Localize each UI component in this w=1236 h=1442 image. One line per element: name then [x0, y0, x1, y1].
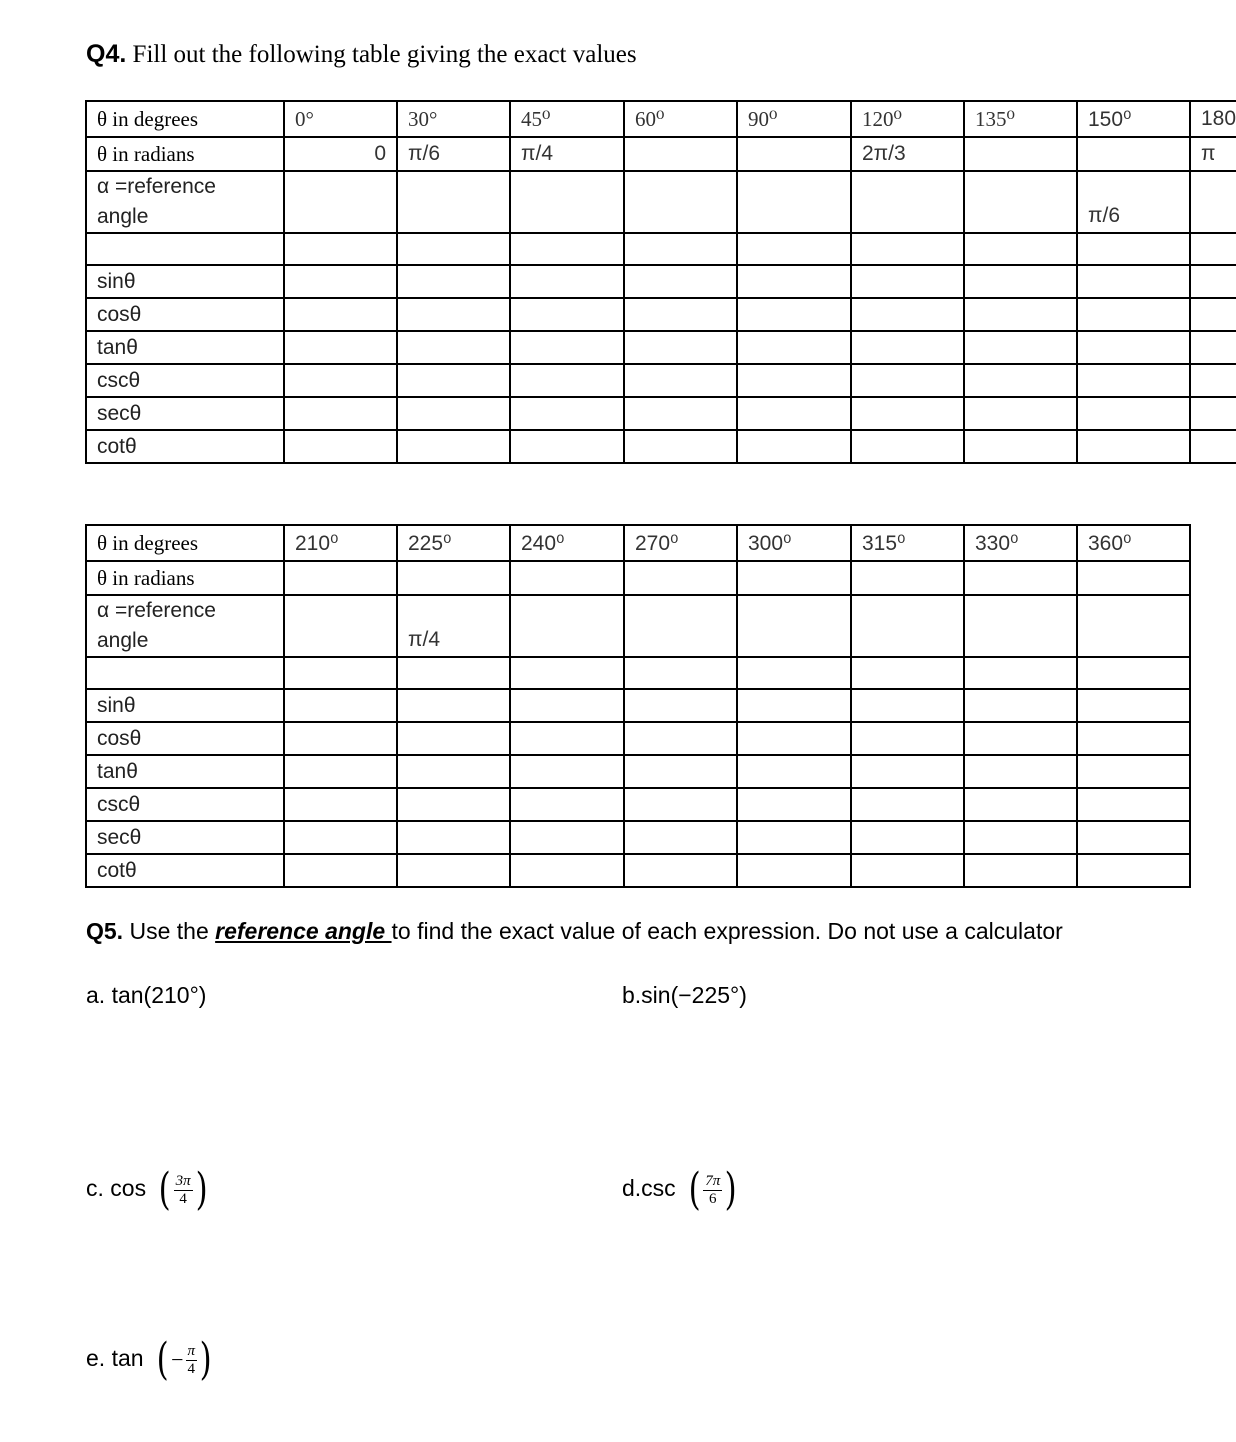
answer-cell[interactable]: [851, 689, 964, 722]
answer-cell[interactable]: [397, 331, 510, 364]
row-label-cot: cotθ: [86, 430, 284, 463]
answer-cell[interactable]: [397, 265, 510, 298]
cot-row: [86, 430, 1236, 463]
answer-cell[interactable]: [397, 689, 510, 722]
degree-cell[interactable]: 315⁰: [851, 525, 964, 561]
answer-cell[interactable]: [510, 854, 624, 887]
fraction-e: ( − $\frac{\pi}{4}$ ): [156, 1334, 212, 1385]
answer-cell[interactable]: [284, 755, 397, 788]
blank-cell[interactable]: [1077, 233, 1190, 265]
q5-emphasis: reference angle: [215, 918, 392, 944]
answer-cell[interactable]: [737, 788, 851, 821]
answer-cell[interactable]: [964, 689, 1077, 722]
answer-cell[interactable]: [964, 788, 1077, 821]
answer-cell[interactable]: [624, 364, 737, 397]
radian-cell[interactable]: [737, 561, 851, 595]
answer-cell[interactable]: [964, 397, 1077, 430]
blank-label-cell: [86, 657, 284, 689]
answer-cell[interactable]: [284, 854, 397, 887]
row-label-degrees: θ in degrees: [86, 101, 284, 137]
answer-cell[interactable]: [397, 722, 510, 755]
answer-cell[interactable]: [1077, 397, 1190, 430]
fraction-c: ( $\frac{3\pi}{4}$ ): [159, 1164, 208, 1215]
sec-row: [86, 821, 1190, 854]
row-label-reference-angle: [86, 595, 284, 657]
answer-cell[interactable]: [737, 298, 851, 331]
answer-cell[interactable]: [737, 430, 851, 463]
degree-cell[interactable]: 240⁰: [510, 525, 624, 561]
cos-row: [86, 722, 1190, 755]
radian-cell[interactable]: [1077, 561, 1190, 595]
answer-cell[interactable]: [1190, 430, 1236, 463]
q5-prefix-e: e. tan: [86, 1345, 144, 1372]
answer-cell[interactable]: [624, 755, 737, 788]
reference-cell[interactable]: [1077, 595, 1190, 657]
degree-cell[interactable]: 120⁰: [851, 101, 964, 137]
answer-cell[interactable]: [284, 298, 397, 331]
blank-cell[interactable]: [510, 657, 624, 689]
row-label-tan: tanθ: [86, 755, 284, 788]
answer-cell[interactable]: [737, 854, 851, 887]
answer-cell[interactable]: [510, 755, 624, 788]
reference-cell[interactable]: [851, 171, 964, 233]
answer-cell[interactable]: [737, 331, 851, 364]
degree-cell[interactable]: 150⁰: [1077, 101, 1190, 137]
answer-cell[interactable]: [851, 298, 964, 331]
answer-cell[interactable]: [851, 265, 964, 298]
radian-cell[interactable]: 0: [284, 137, 397, 171]
answer-cell[interactable]: [510, 430, 624, 463]
answer-cell[interactable]: [624, 689, 737, 722]
blank-cell[interactable]: [284, 233, 397, 265]
answer-cell[interactable]: [737, 821, 851, 854]
radian-cell[interactable]: [284, 561, 397, 595]
radian-cell[interactable]: [624, 137, 737, 171]
answer-cell[interactable]: [1077, 755, 1190, 788]
sin-row: [86, 689, 1190, 722]
blank-cell[interactable]: [284, 657, 397, 689]
sec-row: [86, 397, 1236, 430]
radian-cell[interactable]: [964, 137, 1077, 171]
answer-cell[interactable]: [397, 755, 510, 788]
answer-cell[interactable]: [964, 854, 1077, 887]
degrees-row: [86, 525, 1190, 561]
blank-cell[interactable]: [737, 233, 851, 265]
answer-cell[interactable]: [624, 821, 737, 854]
radian-cell[interactable]: π/4: [510, 137, 624, 171]
answer-cell[interactable]: [1077, 788, 1190, 821]
blank-cell[interactable]: [851, 657, 964, 689]
row-label-tan: tanθ: [86, 331, 284, 364]
row-label-sin: sinθ: [86, 265, 284, 298]
blank-cell[interactable]: [1077, 657, 1190, 689]
q4-number: Q4.: [86, 40, 127, 68]
radian-cell[interactable]: [397, 561, 510, 595]
radian-cell[interactable]: [737, 137, 851, 171]
reference-cell[interactable]: [624, 171, 737, 233]
radian-cell[interactable]: [510, 561, 624, 595]
q5-title: [86, 918, 1063, 945]
answer-cell[interactable]: [397, 397, 510, 430]
blank-label-cell: [86, 233, 284, 265]
answer-cell[interactable]: [851, 364, 964, 397]
degree-cell[interactable]: 60⁰: [624, 101, 737, 137]
degree-cell[interactable]: 300⁰: [737, 525, 851, 561]
csc-row: [86, 364, 1236, 397]
csc-row: [86, 788, 1190, 821]
sin-row: [86, 265, 1236, 298]
radians-row: [86, 137, 1236, 171]
row-label-degrees: θ in degrees: [86, 525, 284, 561]
answer-cell[interactable]: [737, 689, 851, 722]
reference-cell[interactable]: [964, 595, 1077, 657]
numerator-c: 3π: [175, 1172, 191, 1189]
answer-cell[interactable]: [510, 821, 624, 854]
answer-cell[interactable]: [510, 265, 624, 298]
answer-cell[interactable]: [964, 430, 1077, 463]
degree-cell[interactable]: 270⁰: [624, 525, 737, 561]
q5-prefix-d: d.csc: [622, 1175, 676, 1202]
degree-cell[interactable]: 330⁰: [964, 525, 1077, 561]
answer-cell[interactable]: [397, 298, 510, 331]
answer-cell[interactable]: [1077, 854, 1190, 887]
row-label-sec: secθ: [86, 397, 284, 430]
radian-cell[interactable]: π: [1190, 137, 1236, 171]
reference-cell[interactable]: [1190, 171, 1236, 233]
answer-cell[interactable]: [737, 364, 851, 397]
blank-cell[interactable]: [624, 233, 737, 265]
q5-item-d: [622, 1164, 739, 1215]
cot-row: [86, 854, 1190, 887]
answer-cell[interactable]: [624, 298, 737, 331]
reference-label-line2: angle: [97, 629, 149, 652]
answer-cell[interactable]: [964, 298, 1077, 331]
row-label-cos: cosθ: [86, 298, 284, 331]
answer-cell[interactable]: [1190, 298, 1236, 331]
q5-expression-b: b.sin(−225°): [622, 982, 747, 1008]
reference-cell[interactable]: [964, 171, 1077, 233]
answer-cell[interactable]: [397, 821, 510, 854]
tan-row: [86, 331, 1236, 364]
reference-cell[interactable]: π/6: [1077, 171, 1190, 233]
answer-cell[interactable]: [851, 755, 964, 788]
answer-cell[interactable]: [851, 331, 964, 364]
answer-cell[interactable]: [510, 788, 624, 821]
answer-cell[interactable]: [1190, 331, 1236, 364]
trig-table-second-half: [85, 524, 1191, 888]
answer-cell[interactable]: [624, 854, 737, 887]
answer-cell[interactable]: [284, 821, 397, 854]
answer-cell[interactable]: [964, 821, 1077, 854]
tan-row: [86, 755, 1190, 788]
q5-item-a: [86, 982, 206, 1009]
answer-cell[interactable]: [1077, 331, 1190, 364]
degree-cell[interactable]: 180: [1190, 101, 1236, 137]
answer-cell[interactable]: [1077, 722, 1190, 755]
reference-cell[interactable]: [737, 595, 851, 657]
answer-cell[interactable]: [851, 821, 964, 854]
q5-prefix-c: c. cos: [86, 1175, 147, 1202]
fraction-d: ( $\frac{7\pi}{6}$ ): [688, 1164, 737, 1215]
denominator-e: 4: [187, 1360, 196, 1377]
degree-cell[interactable]: 360⁰: [1077, 525, 1190, 561]
reference-cell[interactable]: [284, 171, 397, 233]
degree-cell[interactable]: 225⁰: [397, 525, 510, 561]
row-label-radians: θ in radians: [86, 137, 284, 171]
answer-cell[interactable]: [510, 689, 624, 722]
degree-cell[interactable]: 45⁰: [510, 101, 624, 137]
reference-cell[interactable]: [284, 595, 397, 657]
answer-cell[interactable]: [851, 722, 964, 755]
cos-row: [86, 298, 1236, 331]
answer-cell[interactable]: [284, 265, 397, 298]
answer-cell[interactable]: [397, 364, 510, 397]
blank-cell[interactable]: [397, 657, 510, 689]
answer-cell[interactable]: [284, 430, 397, 463]
answer-cell[interactable]: [624, 331, 737, 364]
reference-label-line2: angle: [97, 205, 149, 228]
blank-row: [86, 233, 1236, 265]
trig-table-first-half: [85, 100, 1236, 464]
degree-cell[interactable]: 90⁰: [737, 101, 851, 137]
answer-cell[interactable]: [397, 788, 510, 821]
q5-number: Q5.: [86, 918, 124, 944]
row-label-cos: cosθ: [86, 722, 284, 755]
answer-cell[interactable]: [964, 755, 1077, 788]
answer-cell[interactable]: [737, 722, 851, 755]
answer-cell[interactable]: [737, 397, 851, 430]
numerator-d: 7π: [705, 1172, 721, 1189]
answer-cell[interactable]: [624, 265, 737, 298]
answer-cell[interactable]: [284, 722, 397, 755]
row-label-reference-angle: [86, 171, 284, 233]
answer-cell[interactable]: [851, 788, 964, 821]
radians-row: [86, 561, 1190, 595]
reference-cell[interactable]: π/4: [397, 595, 510, 657]
answer-cell[interactable]: [1077, 364, 1190, 397]
q5-expression-a: a. tan(210°): [86, 982, 207, 1008]
radian-cell[interactable]: [964, 561, 1077, 595]
reference-angle-row: [86, 171, 1236, 233]
blank-cell[interactable]: [624, 657, 737, 689]
reference-cell[interactable]: [397, 171, 510, 233]
answer-cell[interactable]: [510, 364, 624, 397]
answer-cell[interactable]: [624, 722, 737, 755]
answer-cell[interactable]: [851, 854, 964, 887]
blank-cell[interactable]: [964, 657, 1077, 689]
blank-cell[interactable]: [1190, 233, 1236, 265]
radian-cell[interactable]: [1077, 137, 1190, 171]
answer-cell[interactable]: [1190, 364, 1236, 397]
radian-cell[interactable]: 2π/3: [851, 137, 964, 171]
reference-cell[interactable]: [737, 171, 851, 233]
answer-cell[interactable]: [1190, 265, 1236, 298]
answer-cell[interactable]: [964, 331, 1077, 364]
answer-cell[interactable]: [851, 430, 964, 463]
answer-cell[interactable]: [1077, 430, 1190, 463]
degrees-row: [86, 101, 1236, 137]
reference-label-line1: α =reference: [97, 599, 216, 622]
answer-cell[interactable]: [624, 788, 737, 821]
q5-text-before: Use the: [129, 918, 209, 944]
answer-cell[interactable]: [964, 722, 1077, 755]
reference-cell[interactable]: [851, 595, 964, 657]
answer-cell[interactable]: [737, 265, 851, 298]
answer-cell[interactable]: [737, 755, 851, 788]
degree-cell[interactable]: 135⁰: [964, 101, 1077, 137]
answer-cell[interactable]: [1190, 397, 1236, 430]
denominator-d: 6: [709, 1190, 717, 1207]
degree-cell[interactable]: 210⁰: [284, 525, 397, 561]
answer-cell[interactable]: [284, 331, 397, 364]
reference-cell[interactable]: [510, 595, 624, 657]
row-label-radians: θ in radians: [86, 561, 284, 595]
answer-cell[interactable]: [284, 788, 397, 821]
reference-cell[interactable]: [624, 595, 737, 657]
q4-instructions: Fill out the following table giving the exact values: [132, 41, 637, 68]
blank-cell[interactable]: [510, 233, 624, 265]
minus-sign-e: −: [171, 1347, 184, 1372]
q5-item-b: [622, 982, 747, 1009]
answer-cell[interactable]: [284, 689, 397, 722]
q5-item-e: [86, 1334, 214, 1385]
degree-cell[interactable]: 30°: [397, 101, 510, 137]
answer-cell[interactable]: [397, 854, 510, 887]
answer-cell[interactable]: [964, 364, 1077, 397]
reference-angle-row: [86, 595, 1190, 657]
answer-cell[interactable]: [510, 397, 624, 430]
row-label-csc: cscθ: [86, 788, 284, 821]
answer-cell[interactable]: [1077, 265, 1190, 298]
radian-cell[interactable]: [851, 561, 964, 595]
reference-label-line1: α =reference: [97, 175, 216, 198]
q4-title: [86, 40, 637, 69]
answer-cell[interactable]: [851, 397, 964, 430]
answer-cell[interactable]: [284, 397, 397, 430]
blank-row: [86, 657, 1190, 689]
blank-cell[interactable]: [737, 657, 851, 689]
radian-cell[interactable]: [624, 561, 737, 595]
blank-cell[interactable]: [851, 233, 964, 265]
blank-cell[interactable]: [397, 233, 510, 265]
answer-cell[interactable]: [964, 265, 1077, 298]
answer-cell[interactable]: [284, 364, 397, 397]
answer-cell[interactable]: [397, 430, 510, 463]
answer-cell[interactable]: [624, 397, 737, 430]
answer-cell[interactable]: [510, 298, 624, 331]
denominator-c: 4: [179, 1190, 187, 1207]
reference-cell[interactable]: [510, 171, 624, 233]
numerator-e: π: [187, 1342, 196, 1359]
row-label-sin: sinθ: [86, 689, 284, 722]
radian-cell[interactable]: π/6: [397, 137, 510, 171]
row-label-csc: cscθ: [86, 364, 284, 397]
answer-cell[interactable]: [1077, 298, 1190, 331]
degree-cell[interactable]: 0°: [284, 101, 397, 137]
row-label-cot: cotθ: [86, 854, 284, 887]
answer-cell[interactable]: [510, 722, 624, 755]
answer-cell[interactable]: [624, 430, 737, 463]
q5-item-c: [86, 1164, 210, 1215]
answer-cell[interactable]: [1077, 689, 1190, 722]
q5-text-after: to find the exact value of each expression. Do not use a calculator: [391, 918, 1063, 944]
answer-cell[interactable]: [510, 331, 624, 364]
row-label-sec: secθ: [86, 821, 284, 854]
blank-cell[interactable]: [964, 233, 1077, 265]
answer-cell[interactable]: [1077, 821, 1190, 854]
